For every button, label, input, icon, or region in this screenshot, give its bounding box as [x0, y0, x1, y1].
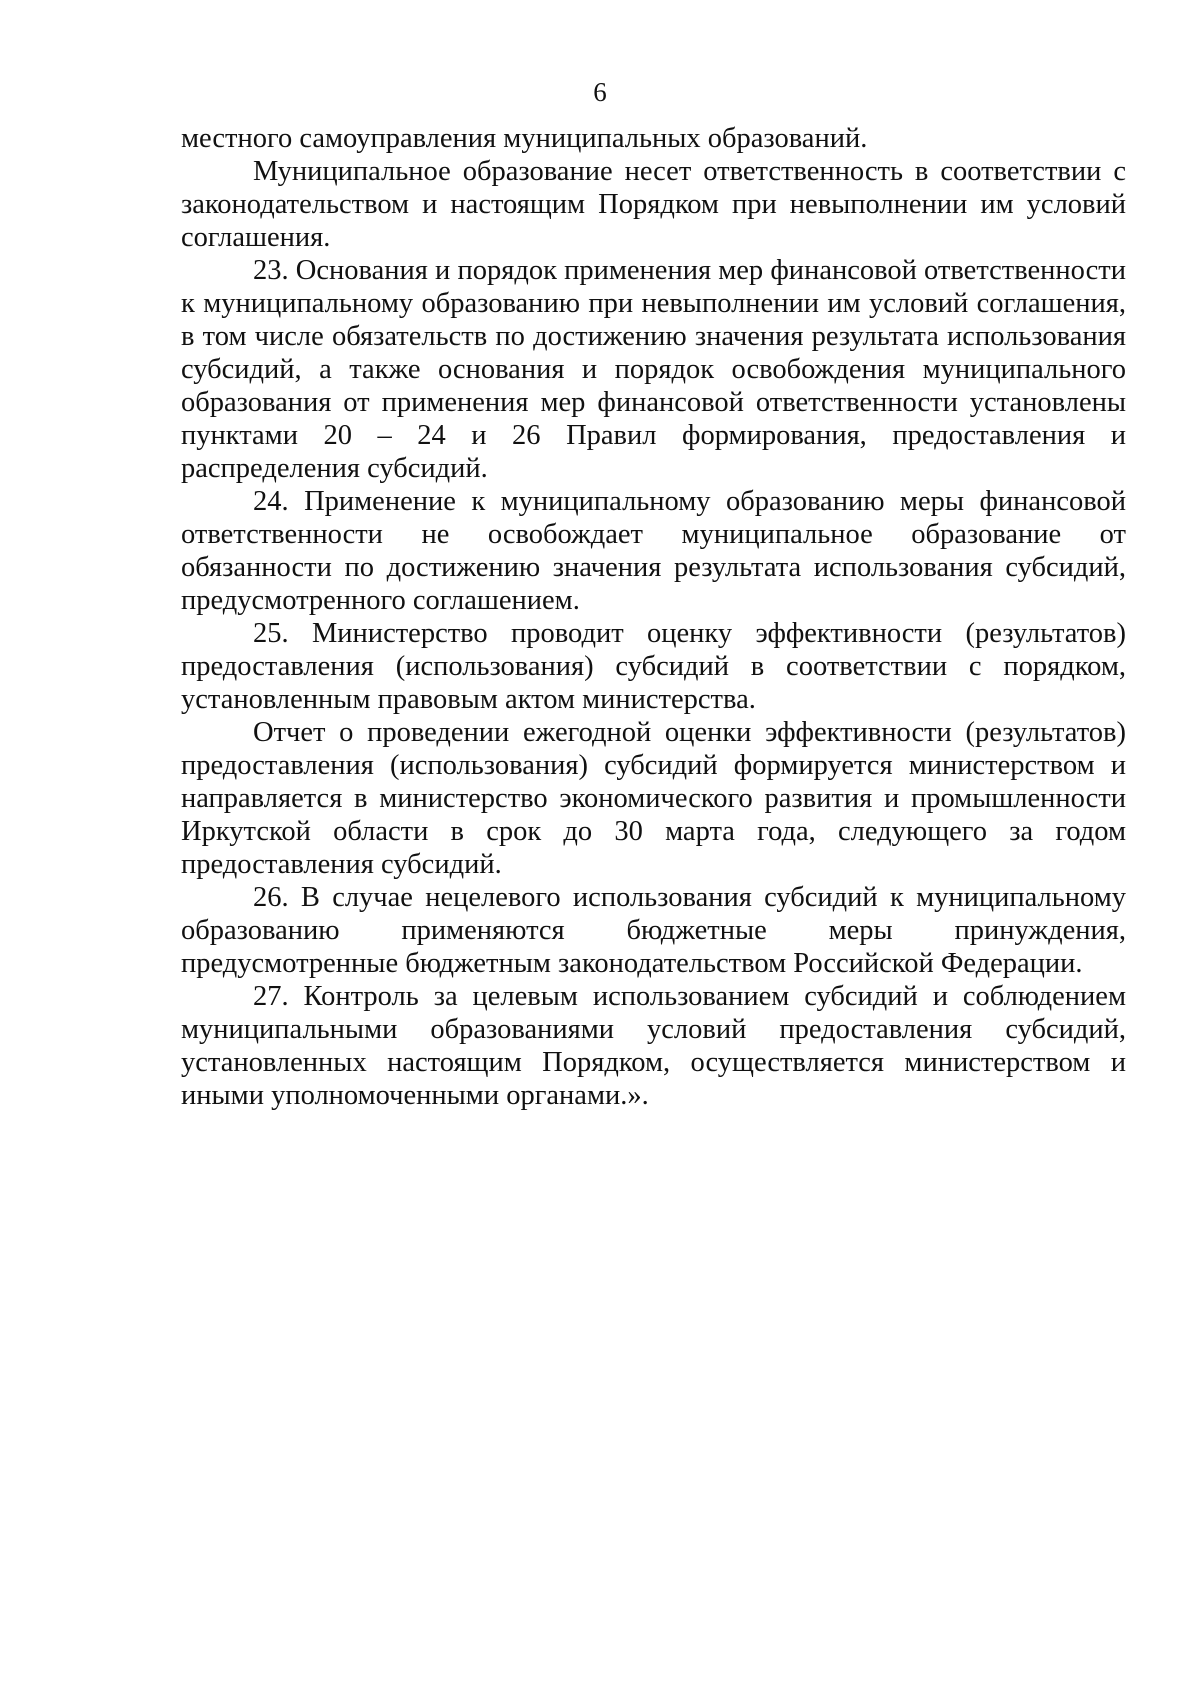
paragraph-responsibility: Муниципальное образование несет ответственность в соответствии с законодательством и настоящим Порядком при невыполнении им условий соглашения. — [181, 156, 1126, 253]
document-body — [181, 122, 1126, 1112]
paragraph-item-23: 23. Основания и порядок применения мер финансовой ответственности к муниципальному образованию при невыполнении им условий соглашения, в том числе обязательств по достижению значения результата использования субсидий, а также основания и порядок освобождения муниципального образования от применения мер финансовой ответственности установлены пунктами 20 – 24 и 26 Правил формирования, предоставления и распределения субсидий. — [181, 255, 1126, 484]
paragraph-report: Отчет о проведении ежегодной оценки эффективности (результатов) предоставления (использования) субсидий формируется министерством и направляется в министерство экономического развития и промышленности Иркутской области в срок до 30 марта года, следующего за годом предоставления субсидий. — [181, 717, 1126, 880]
paragraph-item-25: 25. Министерство проводит оценку эффективности (результатов) предоставления (использования) субсидий в соответствии с порядком, установленным правовым актом министерства. — [181, 618, 1126, 715]
paragraph-item-27: 27. Контроль за целевым использованием субсидий и соблюдением муниципальными образованиями условий предоставления субсидий, установленных настоящим Порядком, осуществляется министерством и иными уполномоченными органами.». — [181, 981, 1126, 1111]
paragraph-continuation: местного самоуправления муниципальных образований. — [181, 123, 868, 154]
paragraph-item-26: 26. В случае нецелевого использования субсидий к муниципальному образованию применяются бюджетные меры принуждения, предусмотренные бюджетным законодательством Российской Федерации. — [181, 882, 1126, 979]
page-number: 6 — [593, 77, 607, 107]
paragraph-item-24: 24. Применение к муниципальному образованию меры финансовой ответственности не освобождает муниципальное образование от обязанности по достижению значения результата использования субсидий, предусмотренного соглашением. — [181, 486, 1126, 616]
